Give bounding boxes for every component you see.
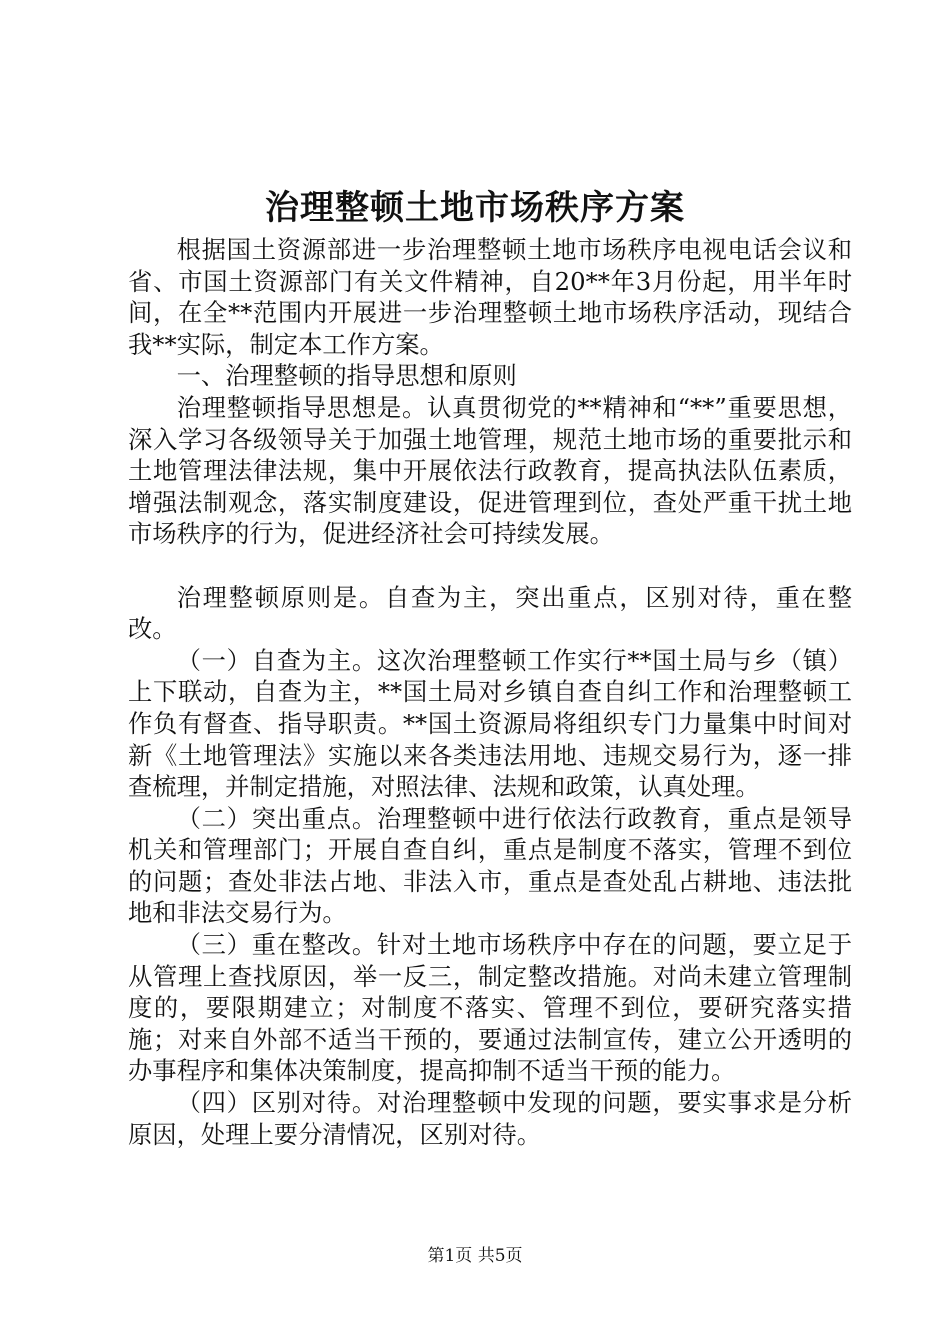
guiding-thought-paragraph: 治理整顿指导思想是。认真贯彻党的**精神和“**”重要思想，深入学习各级领导关于加强土地管理，规范土地市场的重要批示和土地管理法律法规，集中开展依法行政教育，提高执法队伍素质，增强法制观念，落实制度建设，促进管理到位，查处严重干扰土地市场秩序的行为，促进经济社会可持续发展。 <box>128 392 852 549</box>
paragraph-spacer <box>128 550 852 582</box>
principle-3-paragraph: （三）重在整改。针对土地市场秩序中存在的问题，要立足于从管理上查找原因，举一反三，制定整改措施。对尚未建立管理制度的，要限期建立；对制度不落实、管理不到位，要研究落实措施；对来自外部不适当干预的，要通过法制宣传，建立公开透明的办事程序和集体决策制度，提高抑制不适当干预的能力。 <box>128 930 852 1086</box>
document-body <box>128 234 852 1150</box>
page-number-footer: 第1页 共5页 <box>427 1246 523 1266</box>
document-title: 治理整顿土地市场秩序方案 <box>265 188 685 228</box>
principle-1-paragraph: （一）自查为主。这次治理整顿工作实行**国土局与乡（镇）上下联动，自查为主，**国土局对乡镇自查自纠工作和治理整顿工作负有督查、指导职责。**国土资源局将组织专门力量集中时间对新《土地管理法》实施以来各类违法用地、违规交易行为，逐一排查梳理，并制定措施，对照法律、法规和政策，认真处理。 <box>128 645 852 802</box>
intro-paragraph: 根据国土资源部进一步治理整顿土地市场秩序电视电话会议和省、市国土资源部门有关文件精神，自20**年3月份起，用半年时间，在全**范围内开展进一步治理整顿土地市场秩序活动，现结合我**实际，制定本工作方案。 <box>128 235 852 359</box>
principle-4-paragraph: （四）区别对待。对治理整顿中发现的问题，要实事求是分析原因，处理上要分清情况，区别对待。 <box>128 1088 852 1149</box>
principle-2-paragraph: （二）突出重点。治理整顿中进行依法行政教育，重点是领导机关和管理部门；开展自查自纠，重点是制度不落实，管理不到位的问题；查处非法占地、非法入市，重点是查处乱占耕地、违法批地和非法交易行为。 <box>128 803 852 928</box>
section-heading-guiding-principles: 一、治理整顿的指导思想和原则 <box>176 361 517 391</box>
principles-paragraph: 治理整顿原则是。自查为主，突出重点，区别对待，重在整改。 <box>128 582 852 644</box>
